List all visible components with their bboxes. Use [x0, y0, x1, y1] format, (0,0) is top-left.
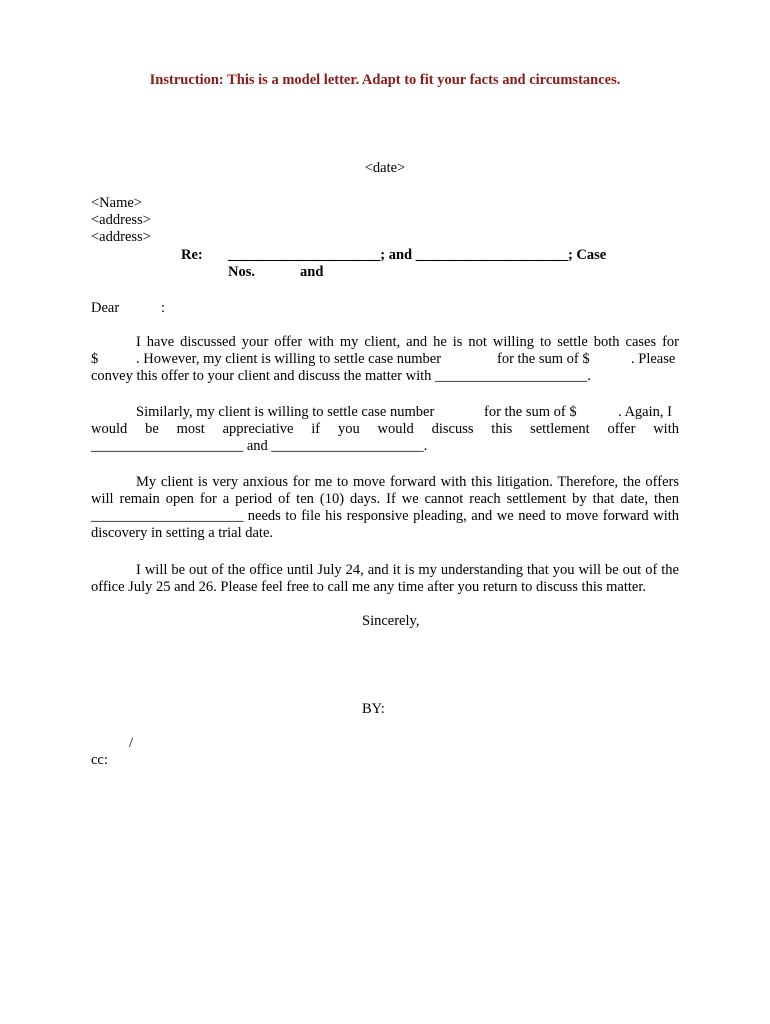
paragraph-2-line-2: would be most appreciative if you would discuss this settlement offer with — [91, 421, 679, 437]
salutation-dear: Dear — [91, 300, 120, 316]
recipient-address-2: <address> — [91, 229, 151, 245]
paragraph-4-line-1: I will be out of the office until July 24, and it is my understanding that you will be out of the — [136, 562, 679, 578]
paragraph-1 — [91, 334, 679, 351]
paragraph-1-sum-text: for the sum of $ — [497, 351, 590, 367]
paragraph-1-please: . Please — [631, 351, 676, 367]
re-line-1: _____________________; and _____________________; Case — [228, 247, 607, 263]
paragraph-3-line-4: discovery in setting a trial date. — [91, 525, 274, 541]
signature-by: BY: — [362, 701, 385, 717]
paragraph-1-line-1: I have discussed your offer with my client, and he is not willing to settle both cases for — [136, 334, 679, 350]
paragraph-1-case-text: . However, my client is willing to settle case number — [136, 351, 442, 367]
paragraph-2-again: . Again, I — [618, 404, 672, 420]
paragraph-3-line-2: will remain open for a period of ten (10) days. If we cannot reach settlement by that date, then — [91, 491, 679, 507]
paragraph-2 — [91, 421, 679, 438]
paragraph-2-sum-text: for the sum of $ — [484, 404, 577, 420]
closing-sincerely: Sincerely, — [362, 613, 420, 629]
paragraph-3-line-3: _____________________ needs to file his responsive pleading, and we need to move forward with — [91, 508, 679, 524]
paragraph-4-line-2: office July 25 and 26. Please feel free to call me any time after you return to discuss this matter. — [91, 579, 646, 595]
recipient-name: <Name> — [91, 195, 142, 211]
paragraph-3-line-1: My client is very anxious for me to move forward with this litigation. Therefore, the offers — [136, 474, 679, 490]
paragraph-4 — [91, 562, 679, 596]
re-and-label: and — [300, 264, 324, 280]
initials-slash: / — [129, 735, 134, 751]
cc-label: cc: — [91, 752, 108, 768]
re-label: Re: — [181, 247, 203, 263]
recipient-address-1: <address> — [91, 212, 151, 228]
paragraph-1-dollar: $ — [91, 351, 99, 367]
re-nos-label: Nos. — [228, 264, 255, 280]
instruction-note: Instruction: This is a model letter. Adapt to fit your facts and circumstances. — [149, 72, 621, 88]
salutation-colon: : — [161, 300, 166, 316]
paragraph-2-line-3: _____________________ and _____________________. — [91, 438, 428, 454]
paragraph-1-line-3: convey this offer to your client and discuss the matter with _____________________. — [91, 368, 591, 384]
paragraph-2-case-text: Similarly, my client is willing to settle case number — [136, 404, 435, 420]
letter-date: <date> — [364, 160, 406, 176]
paragraph-3 — [91, 474, 679, 542]
